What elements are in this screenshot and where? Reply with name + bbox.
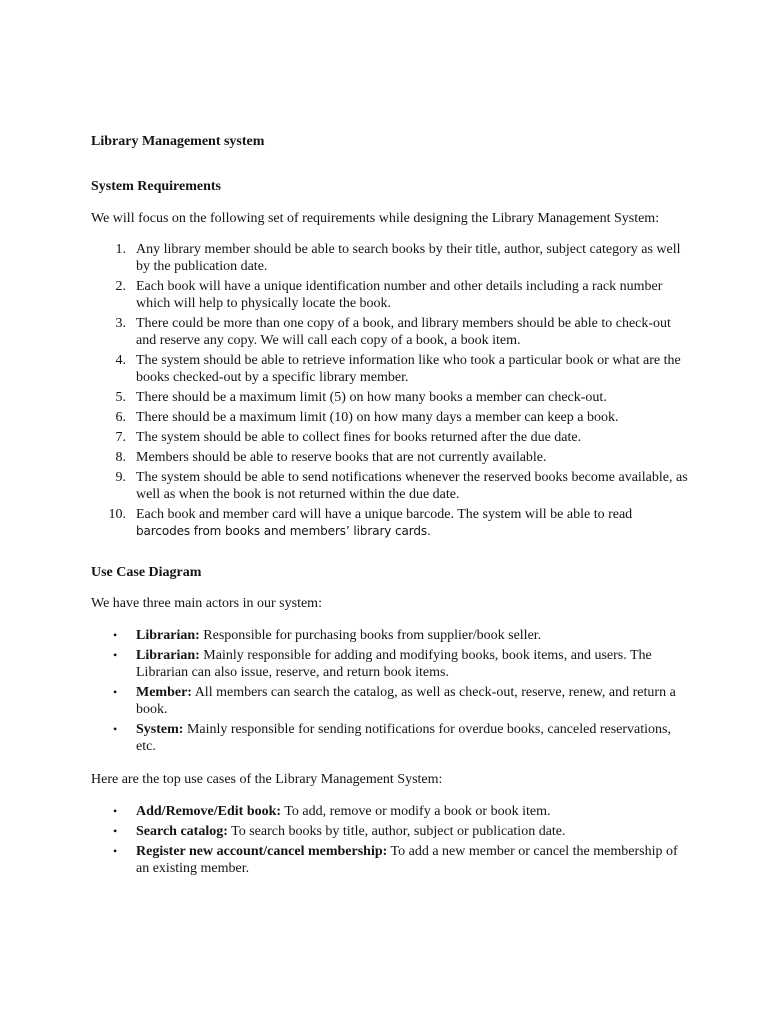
actor-description: Responsible for purchasing books from supplier/book seller. <box>199 628 542 643</box>
usecases-intro: Here are the top use cases of the Library Management System: <box>91 772 443 787</box>
bullet-icon: • <box>113 648 118 662</box>
bullet-icon: • <box>113 628 118 642</box>
actors-list <box>91 627 691 755</box>
list-item-text: The system should be able to collect fines for books returned after the due date. <box>136 430 582 445</box>
usecase-description: To add a new member or cancel the membership of an existing member. <box>136 844 678 876</box>
list-item <box>91 409 691 426</box>
list-item <box>91 278 691 312</box>
bullet-icon: • <box>113 685 118 699</box>
list-item-text: The system should be able to retrieve information like who took a particular book or what are the books checked-out by a specific library member. <box>136 353 681 385</box>
list-item <box>91 684 691 718</box>
list-item <box>91 449 691 466</box>
list-number: 3. <box>115 316 126 331</box>
list-item-text: Each book and member card will have a unique barcode. The system will be able to read <box>136 507 633 522</box>
list-item <box>91 721 691 755</box>
list-item-text: There should be a maximum limit (5) on how many books a member can check-out. <box>136 390 607 405</box>
list-item-text: Any library member should be able to search books by their title, author, subject category as well by the publication date. <box>136 242 681 274</box>
list-item-text-continued: barcodes from books and members’ library cards. <box>136 524 431 538</box>
actor-label: Member: <box>136 685 192 700</box>
usecase-label: Add/Remove/Edit book: <box>136 804 282 819</box>
list-number: 5. <box>115 390 126 405</box>
section-heading-system-requirements: System Requirements <box>91 179 222 194</box>
usecases-list <box>91 803 691 877</box>
actor-label: System: <box>136 722 184 737</box>
document-title: Library Management system <box>91 134 265 149</box>
usecase-description: To search books by title, author, subject or publication date. <box>227 824 566 839</box>
actor-label: Librarian: <box>136 648 200 663</box>
list-item-text: There should be a maximum limit (10) on how many days a member can keep a book. <box>136 410 619 425</box>
list-item <box>91 823 691 840</box>
list-item <box>91 506 691 540</box>
list-item-text: There could be more than one copy of a book, and library members should be able to check-out and reserve any copy. We will call each copy of a book, a book item. <box>136 316 671 348</box>
list-item-text: Members should be able to reserve books that are not currently available. <box>136 450 547 465</box>
list-item <box>91 389 691 406</box>
actors-intro: We have three main actors in our system: <box>91 596 322 611</box>
list-number: 4. <box>115 353 126 368</box>
list-item-text: The system should be able to send notifications whenever the reserved books become available, as well as when the book is not returned within the due date. <box>136 470 688 502</box>
list-number: 9. <box>115 470 126 485</box>
actor-description: Mainly responsible for adding and modifying books, book items, and users. The Librarian can also issue, reserve, and return book items. <box>136 648 652 680</box>
list-number: 7. <box>115 430 126 445</box>
bullet-icon: • <box>113 824 118 838</box>
section-heading-use-case-diagram: Use Case Diagram <box>91 565 202 580</box>
list-item <box>91 843 691 877</box>
list-number: 1. <box>115 242 126 257</box>
list-item <box>91 352 691 386</box>
document-body <box>91 133 691 880</box>
bullet-icon: • <box>113 844 118 858</box>
requirements-list <box>91 241 691 540</box>
usecase-description: To add, remove or modify a book or book item. <box>281 804 551 819</box>
list-item <box>91 241 691 275</box>
list-number: 2. <box>115 279 126 294</box>
requirements-intro: We will focus on the following set of requirements while designing the Library Management System: <box>91 211 660 226</box>
actor-description: All members can search the catalog, as well as check-out, reserve, renew, and return a book. <box>136 685 676 717</box>
usecase-label: Search catalog: <box>136 824 228 839</box>
list-number: 6. <box>115 410 126 425</box>
bullet-icon: • <box>113 722 118 736</box>
list-item <box>91 647 691 681</box>
list-item <box>91 803 691 820</box>
actor-label: Librarian: <box>136 628 200 643</box>
list-item <box>91 429 691 446</box>
list-item-text: Each book will have a unique identification number and other details including a rack number which will help to physically locate the book. <box>136 279 663 311</box>
list-item <box>91 627 691 644</box>
usecase-label: Register new account/cancel membership: <box>136 844 388 859</box>
list-number: 10. <box>108 507 126 522</box>
bullet-icon: • <box>113 804 118 818</box>
list-item <box>91 315 691 349</box>
list-item <box>91 469 691 503</box>
actor-description: Mainly responsible for sending notifications for overdue books, canceled reservations, etc. <box>136 722 671 754</box>
list-number: 8. <box>115 450 126 465</box>
